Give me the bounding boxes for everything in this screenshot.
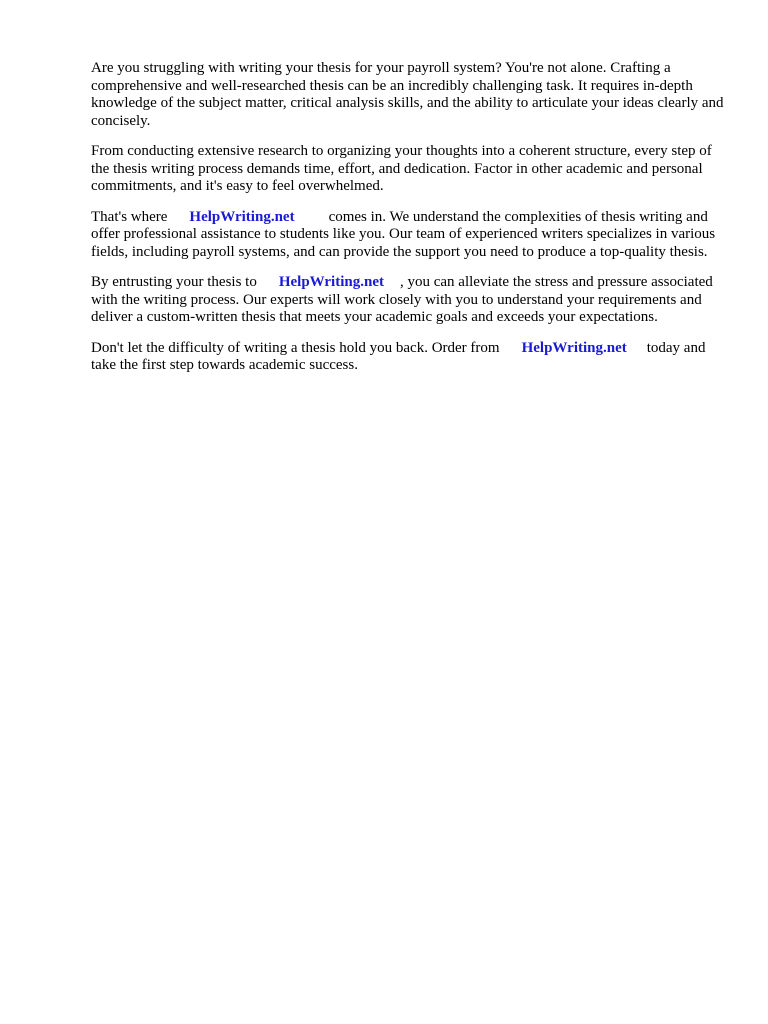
paragraph-benefits-rest: , you can alleviate the stress and pressure associated with the writing process. Our experts will work closely with you to understand your requirements and deliver a custom-written thesis that meets your academic goals and exceeds your expectations. [91,274,713,325]
paragraph-service-lead: That's where [91,208,168,225]
paragraph-intro [91,60,731,130]
helpwriting-link[interactable]: HelpWriting.net [521,339,627,356]
paragraph-benefits-lead: By entrusting your thesis to [91,274,257,290]
paragraph-cta-rest: today and take the first step towards academic success. [91,339,706,373]
paragraph-service [91,209,731,262]
paragraph-benefits [91,274,731,327]
paragraph-service-rest: comes in. We understand the complexities of thesis writing and offer professional assistance to students like you. Our team of experienced writers specializes in various fields, including payroll systems, and can provide the support you need to produce a top-quality thesis. [91,208,716,260]
paragraph-challenges-text: From conducting extensive research to organizing your thoughts into a coherent structure, every step of the thesis writing process demands time, effort, and dedication. Factor in other academic and personal commitments, and it's easy to feel overwhelmed. [91,143,712,194]
paragraph-cta-lead: Don't let the difficulty of writing a thesis hold you back. Order from [91,339,500,356]
paragraph-call-to-action [91,340,731,375]
helpwriting-link[interactable]: HelpWriting.net [189,208,295,225]
helpwriting-link[interactable]: HelpWriting.net [278,274,384,290]
paragraph-challenges [91,143,731,196]
document-body [91,60,731,388]
paragraph-intro-text: Are you struggling with writing your thesis for your payroll system? You're not alone. Crafting a comprehensive and well-researched thesis can be an incredibly challenging task. It requires in-depth knowledge of the subject matter, critical analysis skills, and the ability to articulate your ideas clearly and concisely. [91,60,724,129]
